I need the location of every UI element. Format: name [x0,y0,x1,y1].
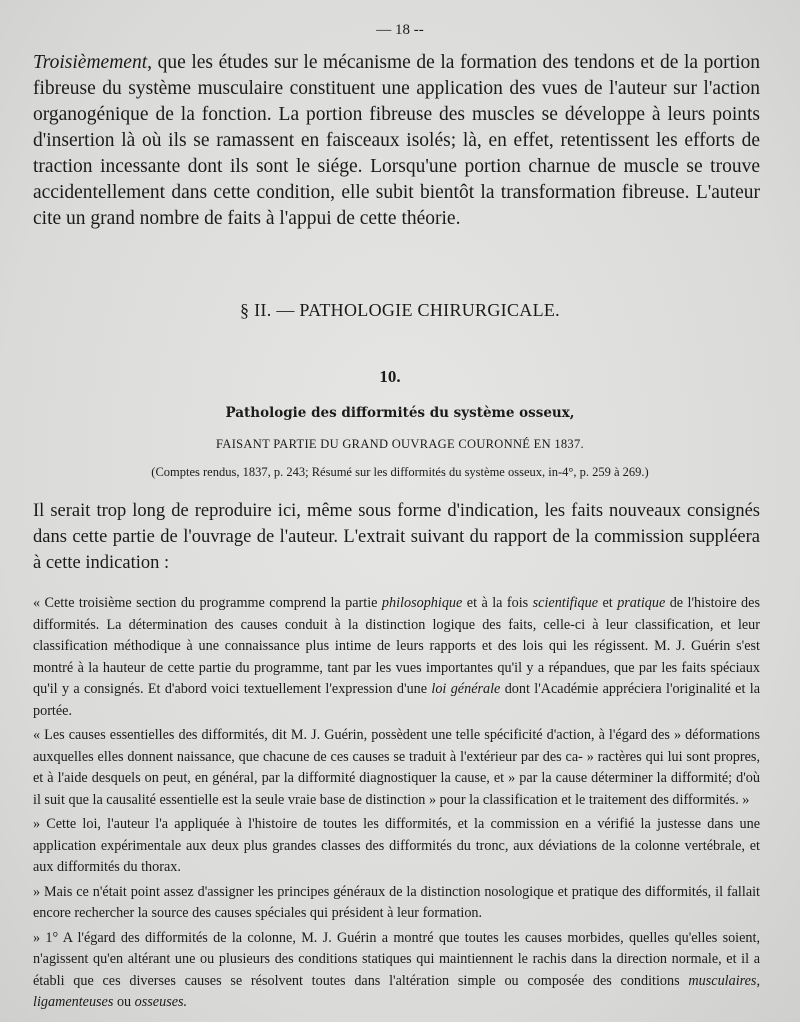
commission-quote [33,593,760,1017]
paragraph-intro: Il serait trop long de reproduire ici, même sous forme d'indication, les faits nouveaux consignés dans cette partie de l'ouvrage de l'auteur. L'extrait suivant du rapport de la commission suppléera à cette indication : [33,501,760,573]
work-subtitle: FAISANT PARTIE DU GRAND OUVRAGE COURONNÉ EN 1837. [216,437,584,451]
quote-paragraph-1: « Cette troisième section du programme comprend la partie philosophique et à la fois scientifique et pratique de l'histoire des difformités. La détermination des causes conduit à la distinction logique des faits, celle-ci à leur classification, et leur classification méthodique à une connaissance plus intime de leurs rapports et des lois qui les régissent. M. J. Guérin s'est montré à la hauteur de cette partie du programme, tant par les vues importantes qu'il y a répandues, que par les faits spéciaux qu'il y a consignés. Et d'abord voici textuellement l'expression d'une loi générale dont l'Académie appréciera l'originalité et la portée. [33,595,760,719]
quote-paragraph-3: » Cette loi, l'auteur l'a appliquée à l'histoire de toutes les difformités, et la commission en a vérifié la justesse dans une application expérimentale aux deux plus grandes classes des difformités du tronc, aux déviations de la colonne vertébrale, et aux difformités du thorax. [33,816,760,875]
paragraph-text: que les études sur le mécanisme de la formation des tendons et de la portion fibreuse du système musculaire constituent une application des vues de l'auteur sur l'action organogénique de la fonction. La portion fibreuse des muscles se développe à leurs points d'insertion là où ils se ramassent en faisceaux isolés; là, en effet, retentissent les efforts de traction incessante dont ils sont le siége. Lorsqu'une portion charnue de muscle se trouve accidentellement dans cette condition, elle subit bientôt la transformation fibreuse. L'auteur cite un grand nombre de faits à l'appui de cette théorie. [33,52,760,229]
paragraph-troisiemement [33,50,760,232]
page-number: — 18 -- [376,22,424,38]
paragraph-lead-word: Troisièmement, [33,52,152,73]
bibliographic-reference: (Comptes rendus, 1837, p. 243; Résumé sur les difformités du système osseux, in-4°, p. 259 à 269.) [151,465,649,479]
section-heading: § II. — PATHOLOGIE CHIRURGICALE. [240,300,560,320]
quote-paragraph-5: » 1° A l'égard des difformités de la colonne, M. J. Guérin a montré que toutes les causes morbides, quelles qu'elles soient, n'agissent qu'en altérant une ou plusieurs des conditions statiques qui maintiennent le rachis dans la direction normale, et il a établi que ces diverses causes se résolvent toutes dans l'altération simple ou composée des conditions musculaires, ligamenteuses ou osseuses. [33,929,760,1010]
entry-number: 10. [379,367,401,386]
work-title: Pathologie des difformités du système osseux, [225,405,575,421]
quote-paragraph-4: » Mais ce n'était point assez d'assigner les principes généraux de la distinction nosologique et pratique des difformités, il fallait encore rechercher la source des causes spéciales qui président à leur formation. [33,883,760,921]
quote-paragraph-2: « Les causes essentielles des difformités, dit M. J. Guérin, possèdent une telle spécificité d'action, à l'égard des » déformations auxquelles elles donnent naissance, que chacune de ces causes se traduit à l'extérieur par des ca- » ractères qui lui sont propres, et à l'aide desquels on peut, en général, par la difformité diagnostiquer la cause, et » par la cause déterminer la difformité; d'où il suit que la causalité essentielle est la seule vraie base de distinction » pour la classification et le traitement des difformités. » [33,727,760,808]
